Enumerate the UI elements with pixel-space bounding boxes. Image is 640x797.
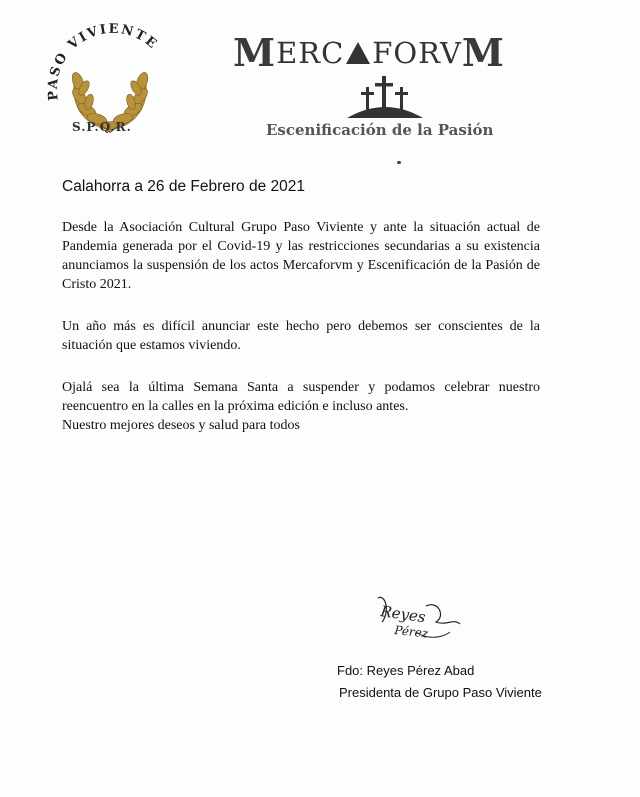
paragraph-announcement: Desde la Asociación Cultural Grupo Paso Viviente y ante la situación actual de Pandemia generada por el Covid-19 y las restricciones secundarias a su existencia anunciamos la suspensión de los actos Mercaforvm y Escenificación de la Pasión de Cristo 2021. [62,220,540,292]
closing-hope: Ojalá sea la última Semana Santa a suspender y podamos celebrar nuestro reencuentro en la calles en la próxima edición e incluso antes. [62,380,540,414]
svg-text:PASO VIVIENTE: PASO VIVIENTE [45,22,161,102]
paragraph-reflection: Un año más es difícil anunciar este hecho pero debemos ser conscientes de la situación que estamos viviendo. [62,319,540,353]
signed-by: Fdo: Reyes Pérez Abad [337,663,475,678]
event-subtitle: Escenificación de la Pasión [266,121,494,139]
triangle-icon [346,42,370,64]
closing-wishes: Nuestro mejores deseos y salud para todos [62,418,300,433]
svg-text:Reyes: Reyes [379,602,427,627]
svg-text:Pérez: Pérez [393,623,429,641]
signer-role: Presidenta de Grupo Paso Viviente [339,685,542,700]
mercaforvm-logo: MERC FORVM [233,30,505,75]
calvary-crosses-icon [345,72,425,122]
handwritten-signature [376,592,466,642]
paragraph-closing [62,378,540,435]
ink-dot [397,161,401,164]
date-line: Calahorra a 26 de Febrero de 2021 [62,178,305,195]
spqr-motto: S.P.Q.R. [72,120,132,134]
